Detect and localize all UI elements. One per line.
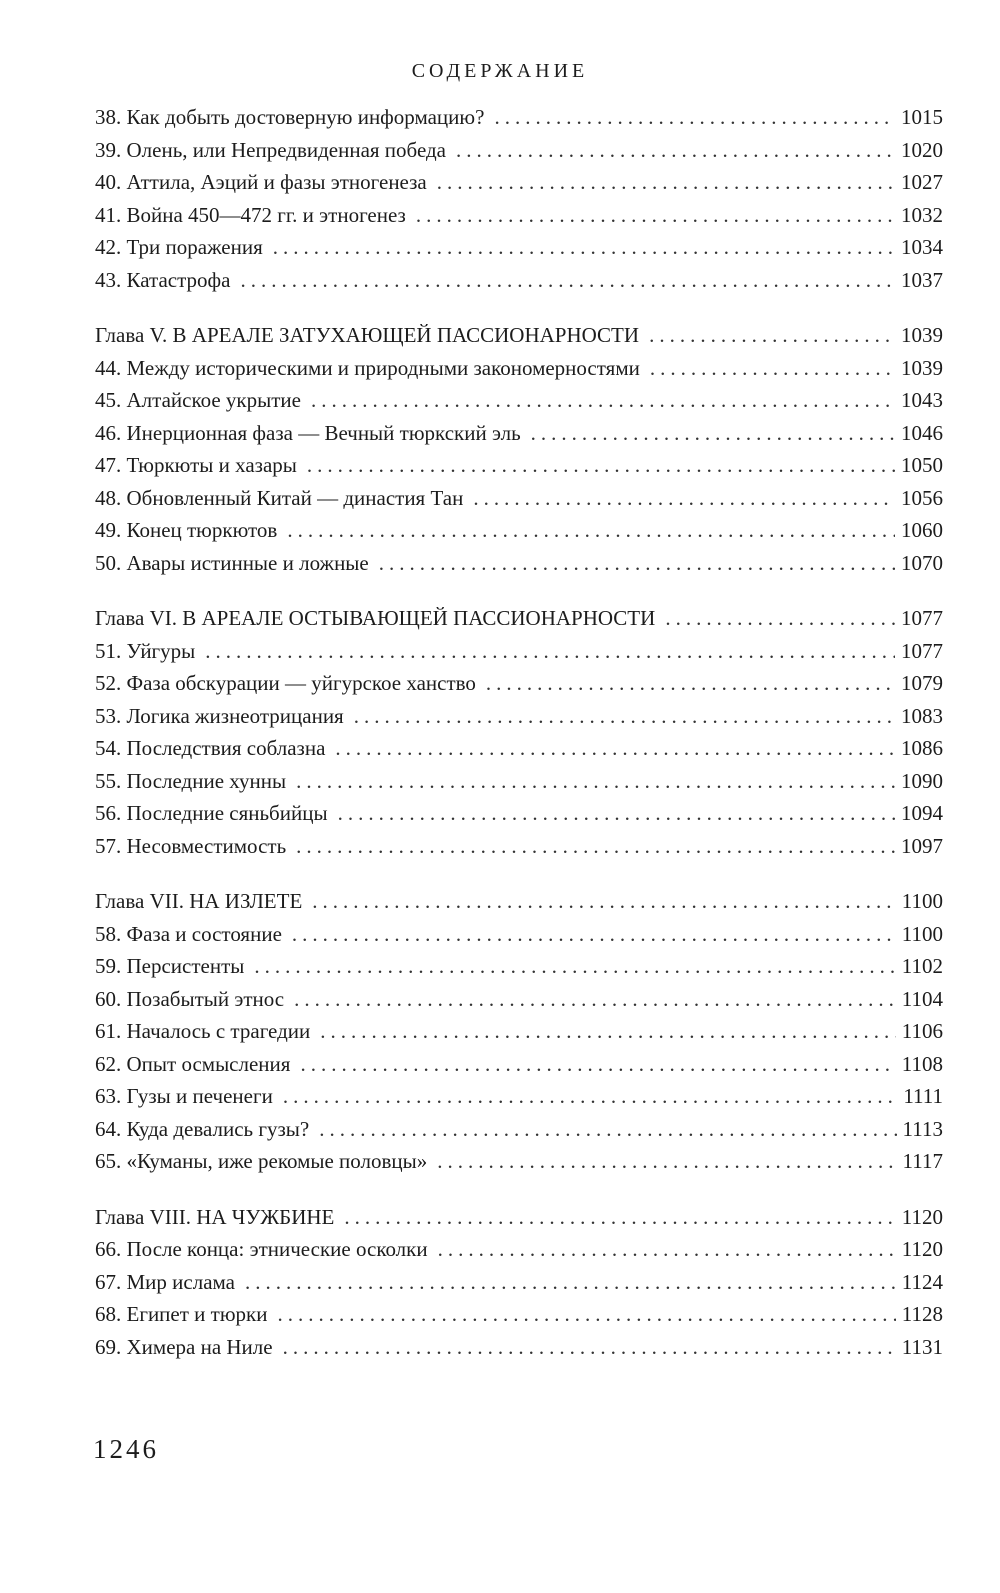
- toc-entry-title: 40. Аттила, Аэций и фазы этногенеза: [95, 170, 427, 194]
- toc-entry: [95, 453, 943, 486]
- dot-leader: [649, 323, 895, 348]
- toc-entry-title: Глава VIII. НА ЧУЖБИНЕ: [95, 1204, 335, 1229]
- toc-entry-title: 43. Катастрофа: [95, 267, 231, 292]
- toc-entry-page: 1086: [901, 736, 943, 760]
- dot-leader: [416, 203, 895, 228]
- dot-leader: [379, 551, 895, 576]
- toc-entry-title: 60. Позабытый этнос: [95, 986, 285, 1011]
- toc-entry-page: 1077: [901, 606, 943, 630]
- toc-section: [95, 889, 943, 1182]
- toc-entry-page: 1124: [901, 1269, 943, 1294]
- toc-entry-title: 62. Опыт осмысления: [95, 1051, 291, 1076]
- toc-entry: [95, 954, 943, 987]
- toc-chapter-heading: [95, 1205, 943, 1238]
- dot-leader: [287, 518, 895, 543]
- toc-entry-title: 59. Персистенты: [95, 954, 245, 978]
- toc-entry: [95, 736, 943, 769]
- toc-entry-page: 1027: [901, 170, 943, 194]
- toc-entry-page: 1020: [901, 137, 943, 162]
- toc-entry-page: 1128: [901, 1302, 943, 1326]
- toc-entry: [95, 1237, 943, 1270]
- toc-entry-title: 41. Война 450—472 гг. и этногенез: [95, 202, 406, 227]
- toc-entry-title: Глава V. В АРЕАЛЕ ЗАТУХАЮЩЕЙ ПАССИОНАРНОСТИ: [95, 323, 640, 347]
- dot-leader: [354, 704, 895, 729]
- toc-entry: [95, 268, 943, 301]
- page-number: 1246: [93, 1434, 159, 1464]
- dot-leader: [335, 736, 895, 761]
- toc-entry: [95, 801, 943, 834]
- dot-leader: [486, 671, 895, 696]
- toc-entry-page: 1104: [901, 986, 943, 1011]
- toc-entry: [95, 834, 943, 867]
- dot-leader: [283, 1335, 896, 1360]
- toc-entry-page: 1117: [902, 1149, 943, 1173]
- toc-entry: [95, 1270, 943, 1303]
- toc-entry-page: 1043: [901, 388, 943, 412]
- toc-chapter-heading: [95, 323, 943, 356]
- toc-entry-title: 56. Последние сяньбийцы: [95, 801, 328, 825]
- toc-entry-title: 69. Химера на Ниле: [95, 1334, 273, 1359]
- toc-entry-page: 1039: [901, 355, 943, 380]
- toc-entry-page: 1106: [901, 1019, 943, 1043]
- dot-leader: [254, 954, 895, 979]
- dot-leader: [473, 486, 895, 511]
- toc-entry-page: 1050: [901, 453, 943, 477]
- toc-entry-page: 1108: [901, 1051, 943, 1076]
- dot-leader: [311, 388, 895, 413]
- toc-entry-page: 1100: [901, 889, 943, 913]
- toc-entry: [95, 704, 943, 737]
- toc-entry-title: 39. Олень, или Непредвиденная победа: [95, 137, 447, 162]
- dot-leader: [320, 1019, 896, 1044]
- dot-leader: [312, 889, 895, 914]
- toc-entry-title: 47. Тюркюты и хазары: [95, 453, 297, 477]
- toc-entry: [95, 138, 943, 171]
- dot-leader: [245, 1270, 896, 1295]
- toc-section: [95, 105, 943, 300]
- toc-entry: [95, 486, 943, 519]
- toc-entry-page: 1083: [901, 703, 943, 728]
- toc-entry-page: 1100: [901, 921, 943, 946]
- toc-entry-page: 1094: [901, 801, 943, 825]
- dot-leader: [438, 1237, 896, 1262]
- toc-entry-title: 57. Несовместимость: [95, 833, 287, 858]
- dot-leader: [437, 1149, 896, 1174]
- toc-entry-title: 49. Конец тюркютов: [95, 518, 278, 542]
- toc-entry-title: 46. Инерционная фаза — Вечный тюркский эль: [95, 420, 521, 445]
- toc-entry-page: 1060: [901, 518, 943, 542]
- toc-entry: [95, 1149, 943, 1182]
- toc-entry-title: 68. Египет и тюрки: [95, 1302, 268, 1326]
- toc-entry-page: 1079: [901, 671, 943, 695]
- toc-entry-title: 67. Мир ислама: [95, 1269, 235, 1294]
- toc-entry: [95, 1052, 943, 1085]
- running-header: СОДЕРЖАНИЕ: [411, 60, 589, 82]
- dot-leader: [300, 1052, 895, 1077]
- toc-entry: [95, 421, 943, 454]
- toc-entry: [95, 1302, 943, 1335]
- toc-entry-title: 42. Три поражения: [95, 235, 263, 259]
- toc-entry: [95, 1335, 943, 1368]
- toc-entry-page: 1046: [901, 420, 943, 445]
- dot-leader: [650, 356, 895, 381]
- toc-entry-page: 1102: [901, 954, 943, 978]
- toc-entry-title: 65. «Куманы, иже рекомые половцы»: [95, 1149, 428, 1173]
- dot-leader: [344, 1205, 895, 1230]
- dot-leader: [665, 606, 895, 631]
- dot-leader: [292, 922, 896, 947]
- toc-entry-page: 1070: [901, 550, 943, 575]
- toc-entry: [95, 388, 943, 421]
- toc-entry-title: Глава VI. В АРЕАЛЕ ОСТЫВАЮЩЕЙ ПАССИОНАРНОСТИ: [95, 606, 656, 630]
- dot-leader: [494, 105, 895, 130]
- toc-entry-page: 1032: [901, 202, 943, 227]
- toc-entry-page: 1113: [902, 1116, 943, 1141]
- toc-entry: [95, 356, 943, 389]
- toc-entry-page: 1120: [901, 1204, 943, 1229]
- dot-leader: [437, 170, 895, 195]
- toc-entry-page: 1090: [901, 768, 943, 793]
- toc-entry-page: 1039: [901, 323, 943, 347]
- toc-entry-title: 45. Алтайское укрытие: [95, 388, 301, 412]
- toc-entry-title: 50. Авары истинные и ложные: [95, 550, 369, 575]
- toc-entry: [95, 105, 943, 138]
- toc-entry-page: 1097: [901, 833, 943, 858]
- toc-section: [95, 1205, 943, 1368]
- dot-leader: [319, 1117, 896, 1142]
- toc-entry-page: 1056: [901, 485, 943, 510]
- dot-leader: [296, 834, 895, 859]
- toc-entry: [95, 235, 943, 268]
- dot-leader: [273, 235, 895, 260]
- dot-leader: [277, 1302, 895, 1327]
- toc-entry-title: 54. Последствия соблазна: [95, 736, 326, 760]
- toc-entry: [95, 1084, 943, 1117]
- dot-leader: [307, 453, 895, 478]
- toc-entry: [95, 170, 943, 203]
- toc-entry: [95, 769, 943, 802]
- toc-section: [95, 323, 943, 583]
- dot-leader: [456, 138, 895, 163]
- toc-entry-page: 1077: [901, 638, 943, 663]
- toc-entry-title: 53. Логика жизнеотрицания: [95, 703, 344, 728]
- dot-leader: [283, 1084, 898, 1109]
- toc-entry: [95, 551, 943, 584]
- toc-entry: [95, 518, 943, 551]
- dot-leader: [296, 769, 895, 794]
- toc-entry-title: 64. Куда девались гузы?: [95, 1116, 310, 1141]
- toc-entry-title: 66. После конца: этнические осколки: [95, 1237, 428, 1261]
- toc-chapter-heading: [95, 606, 943, 639]
- toc-entry-title: Глава VII. НА ИЗЛЕТЕ: [95, 889, 303, 913]
- toc-entry: [95, 639, 943, 672]
- table-of-contents: [95, 105, 943, 1390]
- toc-entry-title: 63. Гузы и печенеги: [95, 1084, 273, 1108]
- toc-entry-page: 1037: [901, 267, 943, 292]
- toc-entry: [95, 203, 943, 236]
- toc-entry-page: 1034: [901, 235, 943, 259]
- toc-entry-title: 61. Началось с трагедии: [95, 1019, 311, 1043]
- toc-entry: [95, 671, 943, 704]
- toc-entry-title: 44. Между историческими и природными закономерностями: [95, 355, 640, 380]
- dot-leader: [338, 801, 895, 826]
- toc-entry: [95, 987, 943, 1020]
- toc-entry-page: 1111: [903, 1084, 943, 1108]
- toc-chapter-heading: [95, 889, 943, 922]
- toc-entry-title: 58. Фаза и состояние: [95, 921, 282, 946]
- toc-entry-title: 38. Как добыть достоверную информацию?: [95, 105, 485, 129]
- toc-entry-page: 1120: [901, 1237, 943, 1261]
- toc-entry-title: 52. Фаза обскурации — уйгурское ханство: [95, 671, 476, 695]
- dot-leader: [205, 639, 895, 664]
- toc-entry-title: 48. Обновленный Китай — династия Тан: [95, 485, 464, 510]
- dot-leader: [294, 987, 896, 1012]
- toc-entry-title: 51. Уйгуры: [95, 638, 196, 663]
- toc-entry-title: 55. Последние хунны: [95, 768, 287, 793]
- toc-section: [95, 606, 943, 866]
- toc-entry-page: 1015: [901, 105, 943, 129]
- toc-entry: [95, 922, 943, 955]
- dot-leader: [240, 268, 895, 293]
- toc-entry: [95, 1019, 943, 1052]
- dot-leader: [531, 421, 895, 446]
- toc-entry: [95, 1117, 943, 1150]
- toc-entry-page: 1131: [901, 1334, 943, 1359]
